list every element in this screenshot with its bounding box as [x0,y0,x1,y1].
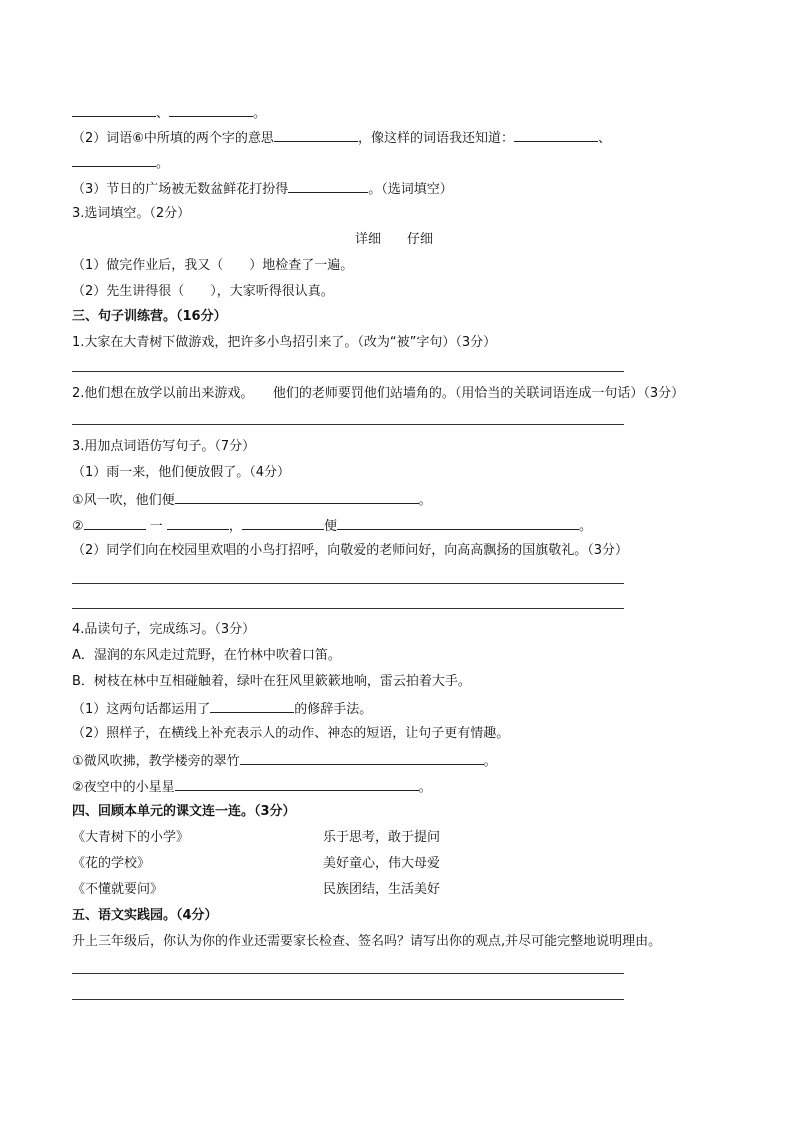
match-right-0[interactable]: 乐于思考，敢于提问 [323,830,441,845]
q2-sub3: （3）节日的广场被无数盆鲜花打扮得 。（选词填空） [72,182,453,197]
fill-line-top: 、 。 [72,104,266,122]
q2-sub2: （2）词语⑥中所填的两个字的意思 ，像这样的词语我还知道： 、 [72,131,611,146]
match-left-0[interactable]: 《大青树下的小学》 [72,830,190,845]
answer-blank[interactable] [240,752,484,765]
match-left-2[interactable]: 《不懂就要问》 [72,882,164,897]
s3-q1: 1.大家在大青树下做游戏，把许多小鸟招引来了。（改为“被”字句）（3分） [72,335,497,350]
answer-line[interactable] [72,608,624,609]
s3-q3-line2: ② 一 ， 便 。 [72,519,592,534]
q3-title: 3.选词填空。（2分） [72,206,191,221]
s3-q3-title: 3.用加点词语仿写句子。（7分） [72,439,256,454]
answer-line[interactable] [72,583,624,584]
s3-q4-a: A．湿润的东风走过荒野，在竹林中吹着口笛。 [72,648,341,663]
s3-q2: 2.他们想在放学以前出来游戏。 他们的老师要罚他们站墙角的。（用恰当的关联词语连成一句话）（3分） [72,386,685,401]
answer-blank[interactable] [175,491,419,504]
answer-blank[interactable] [169,104,253,117]
answer-line[interactable] [72,424,624,425]
s3-q3-sub2: （2）同学们向在校园里欢唱的小鸟打招呼，向敬爱的老师问好，向高高飘扬的国旗敬礼。（3分） [72,543,629,558]
s3-q4-title: 4.品读句子，完成练习。（3分） [72,622,256,637]
section5-title: 五、语文实践园。（4分） [72,908,218,923]
match-right-2[interactable]: 民族团结，生活美好 [323,882,441,897]
section4-title: 四、回顾本单元的课文连一连。（3分） [72,804,296,819]
s3-q4-l2: ②夜空中的小星星 。 [72,780,432,795]
answer-blank[interactable] [288,180,368,193]
answer-blank[interactable] [175,778,419,791]
answer-line[interactable] [72,371,624,372]
s3-q3-sub1: （1）雨一来，他们便放假了。（4分） [72,465,291,480]
answer-blank[interactable] [337,517,579,530]
answer-blank[interactable] [167,517,229,530]
answer-blank[interactable] [514,129,598,142]
answer-blank[interactable] [242,517,324,530]
answer-blank[interactable] [84,517,146,530]
answer-line[interactable] [72,973,624,974]
answer-blank[interactable] [72,104,156,117]
q3-s1: （1）做完作业后，我又（ ）地检查了一遍。 [72,258,354,273]
s3-q4-l1: ①微风吹拂，教学楼旁的翠竹 。 [72,754,497,769]
match-right-1[interactable]: 美好童心，伟大母爱 [323,856,441,871]
s5-prompt: 升上三年级后，你认为你的作业还需要家长检查、签名吗？请写出你的观点,并尽可能完整地说明理由。 [72,934,662,949]
match-left-1[interactable]: 《花的学校》 [72,856,151,871]
s3-q4-b: B．树枝在林中互相碰触着，绿叶在狂风里簌簌地响，雷云拍着大手。 [72,674,471,689]
q2-sub2-cont: 。 [72,154,169,172]
answer-blank[interactable] [274,129,358,142]
answer-line[interactable] [72,999,624,1000]
answer-blank[interactable] [210,700,294,713]
s3-q4-sub1: （1）这两句话都运用了 的修辞手法。 [72,702,373,717]
s3-q4-sub2: （2）照样子，在横线上补充表示人的动作、神态的短语，让句子更有情趣。 [72,726,510,741]
s3-q3-line1: ①风一吹，他们便 。 [72,493,432,508]
q3-s2: （2）先生讲得很（ ），大家听得很认真。 [72,284,334,299]
section3-title: 三、句子训练营。（16分） [72,309,227,324]
answer-blank[interactable] [72,154,156,167]
q3-options: 详细 仔细 [355,232,434,247]
